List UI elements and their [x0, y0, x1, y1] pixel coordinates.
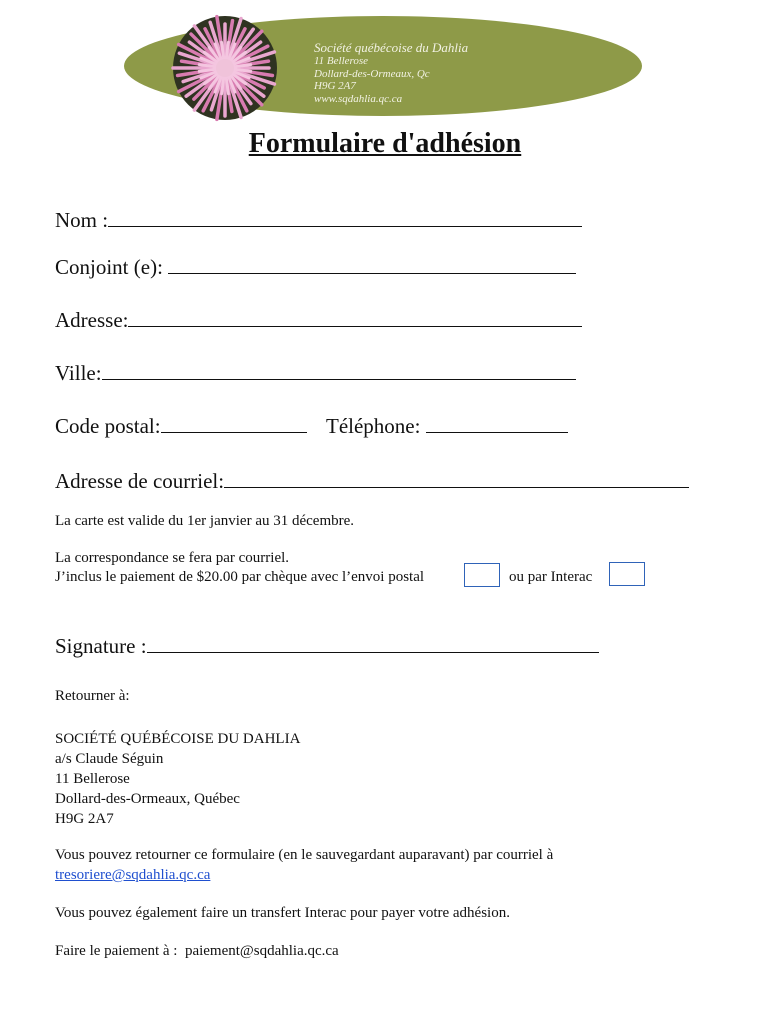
- payment-email: paiement@sqdahlia.qc.ca: [184, 943, 339, 959]
- logo-postal: H9G 2A7: [314, 80, 356, 92]
- code-postal-input-line[interactable]: [161, 414, 307, 433]
- return-address: [55, 729, 300, 829]
- field-ville: [55, 361, 576, 386]
- return-address-line: SOCIÉTÉ QUÉBÉCOISE DU DAHLIA: [55, 731, 301, 747]
- nom-input-line[interactable]: [108, 208, 582, 227]
- dahlia-flower-icon: [170, 14, 280, 122]
- payment-label: Faire le paiement à :: [55, 943, 178, 959]
- field-courriel-label: Adresse de courriel:: [55, 469, 225, 493]
- cheque-checkbox[interactable]: [464, 563, 500, 587]
- courriel-input-line[interactable]: [224, 469, 689, 488]
- return-address-line: 11 Bellerose: [55, 771, 130, 787]
- logo-city: Dollard-des-Ormeaux, Qc: [314, 67, 430, 80]
- field-nom: [55, 208, 582, 233]
- conjoint-input-line[interactable]: [168, 255, 576, 274]
- field-telephone: [326, 414, 568, 439]
- field-code-postal-label: Code postal:: [55, 414, 161, 438]
- field-conjoint: [55, 255, 576, 280]
- field-signature: [55, 634, 599, 659]
- page-title: Formulaire d'adhésion: [248, 128, 522, 159]
- ville-input-line[interactable]: [102, 361, 576, 380]
- interac-checkbox[interactable]: [609, 562, 645, 586]
- return-address-line: H9G 2A7: [55, 811, 114, 827]
- logo-text: [314, 40, 468, 105]
- field-courriel: [55, 469, 689, 494]
- logo-website: www.sqdahlia.qc.ca: [314, 92, 403, 105]
- field-adresse: [55, 308, 582, 333]
- field-nom-label: Nom :: [55, 208, 109, 232]
- return-heading: Retourner à:: [55, 688, 130, 704]
- header-logo: [124, 14, 642, 122]
- logo-org-name: Société québécoise du Dahlia: [314, 40, 469, 55]
- payment-cheque-label: J’inclus le paiement de $20.00 par chèque avec l’envoi postal: [55, 569, 425, 585]
- field-conjoint-label: Conjoint (e):: [55, 255, 163, 279]
- adresse-input-line[interactable]: [128, 308, 582, 327]
- payment-interac-label: ou par Interac: [509, 569, 593, 585]
- email-return-note: Vous pouvez retourner ce formulaire (en le sauvegardant auparavant) par courriel à: [55, 847, 554, 863]
- treasurer-email-link[interactable]: tresoriere@sqdahlia.qc.ca: [55, 867, 211, 883]
- interac-note: Vous pouvez également faire un transfert Interac pour payer votre adhésion.: [55, 905, 510, 921]
- payment-line: [55, 943, 339, 960]
- telephone-input-line[interactable]: [426, 414, 568, 433]
- field-adresse-label: Adresse:: [55, 308, 129, 332]
- field-signature-label: Signature :: [55, 634, 147, 658]
- signature-input-line[interactable]: [147, 634, 599, 653]
- field-ville-label: Ville:: [55, 361, 102, 385]
- correspondence-note: La correspondance se fera par courriel.: [55, 550, 290, 566]
- logo-street: 11 Bellerose: [314, 55, 369, 67]
- validity-note: La carte est valide du 1er janvier au 31 décembre.: [55, 513, 355, 529]
- field-telephone-label: Téléphone:: [326, 414, 421, 438]
- field-code-postal: [55, 414, 307, 439]
- return-address-line: Dollard-des-Ormeaux, Québec: [55, 791, 240, 807]
- return-address-line: a/s Claude Séguin: [55, 751, 164, 767]
